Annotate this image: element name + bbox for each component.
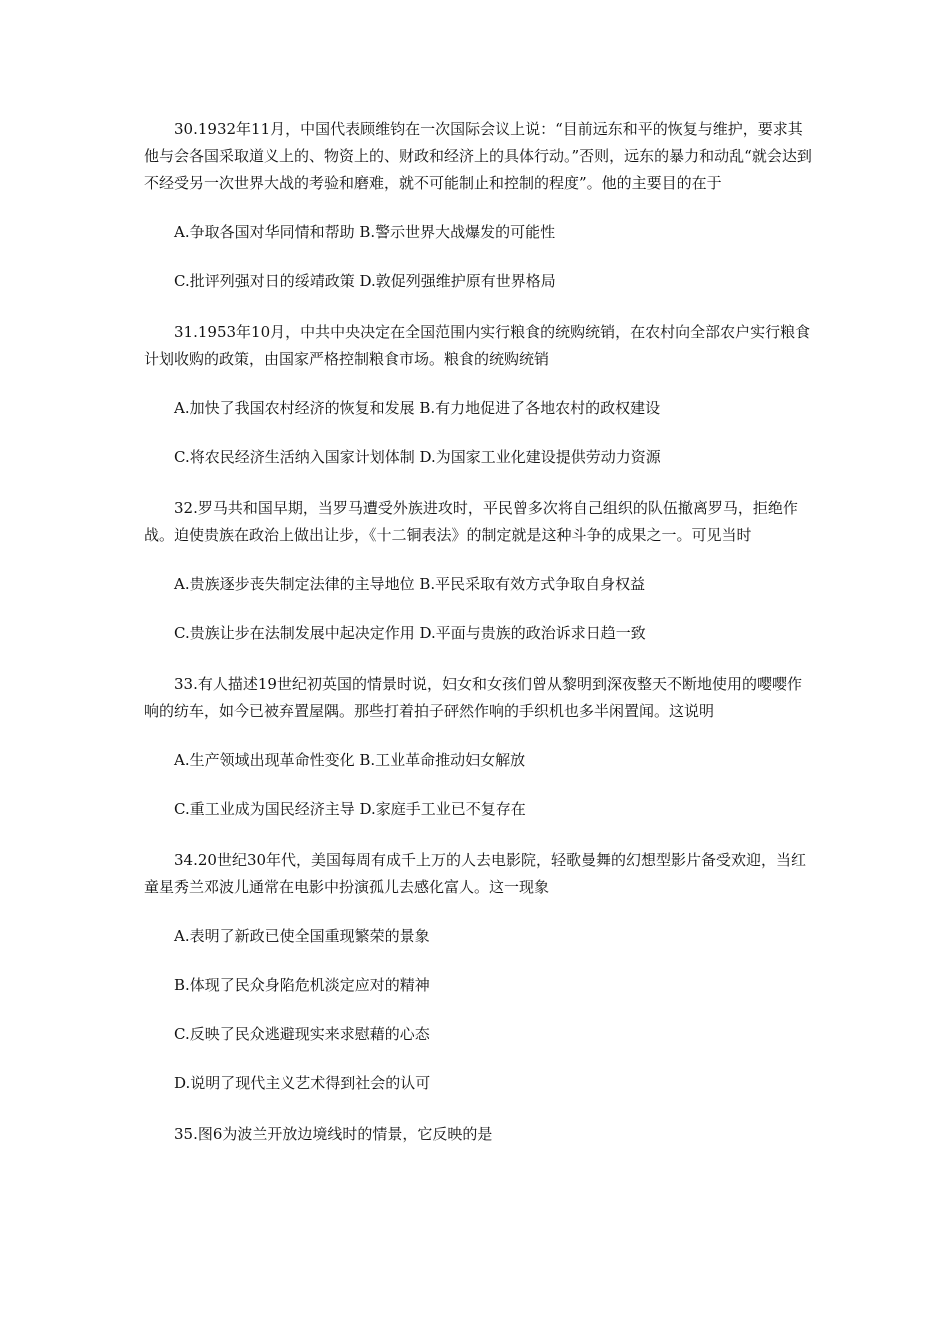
option-line: A.加快了我国农村经济的恢复和发展 B.有力地促进了各地农村的政权建设 — [174, 399, 661, 417]
option-line: D.说明了现代主义艺术得到社会的认可 — [174, 1074, 431, 1092]
option-line: A.贵族逐步丧失制定法律的主导地位 B.平民采取有效方式争取自身权益 — [174, 575, 646, 593]
option-line: C.贵族让步在法制发展中起决定作用 D.平面与贵族的政治诉求日趋一致 — [174, 624, 646, 642]
option-line: C.将农民经济生活纳入国家计划体制 D.为国家工业化建设提供劳动力资源 — [174, 448, 661, 466]
question-stem: 34.20世纪30年代，美国每周有成千上万的人去电影院，轻歌曼舞的幻想型影片备受欢迎，当红童星秀兰邓波儿通常在电影中扮演孤儿去感化富人。这一现象 — [144, 851, 807, 896]
question-list — [144, 116, 814, 1148]
question-stem: 30.1932年11月，中国代表顾维钧在一次国际会议上说：“目前远东和平的恢复与维护，要求其他与会各国采取道义上的、物资上的、财政和经济上的具体行动。”否则，远东的暴力和动乱“就会达到不经受另一次世界大战的考验和磨难，就不可能制止和控制的程度”。他的主要目的在于 — [144, 120, 812, 192]
option-line: C.批评列强对日的绥靖政策 D.敦促列强维护原有世界格局 — [174, 272, 556, 290]
option-line: A.表明了新政已使全国重现繁荣的景象 — [174, 927, 430, 945]
option-line: A.争取各国对华同情和帮助 B.警示世界大战爆发的可能性 — [174, 223, 556, 241]
question-stem: 32.罗马共和国早期，当罗马遭受外族进攻时，平民曾多次将自己组织的队伍撤离罗马，拒绝作战。迫使贵族在政治上做出让步，《十二铜表法》的制定就是这种斗争的成果之一。可见当时 — [144, 499, 798, 544]
option-line: C.重工业成为国民经济主导 D.家庭手工业已不复存在 — [174, 800, 526, 818]
question-stem: 31.1953年10月，中共中央决定在全国范围内实行粮食的统购统销，在农村向全部农户实行粮食计划收购的政策，由国家严格控制粮食市场。粮食的统购统销 — [144, 323, 811, 368]
question-stem: 33.有人描述19世纪初英国的情景时说，妇女和女孩们曾从黎明到深夜整天不断地使用的嘤嘤作响的纺车，如今已被弃置屋隅。那些打着拍子砰然作响的手织机也多半闲置闻。这说明 — [144, 675, 802, 720]
question-35 — [144, 1121, 814, 1148]
option-line: C.反映了民众逃避现实来求慰藉的心态 — [174, 1025, 430, 1043]
question-32 — [144, 495, 814, 647]
option-line: B.体现了民众身陷危机淡定应对的精神 — [174, 976, 430, 994]
question-33 — [144, 671, 814, 823]
question-31 — [144, 319, 814, 471]
question-34 — [144, 847, 814, 1097]
option-line: A.生产领域出现革命性变化 B.工业革命推动妇女解放 — [174, 751, 526, 769]
question-stem: 35.图6为波兰开放边境线时的情景，它反映的是 — [174, 1125, 493, 1143]
question-30 — [144, 116, 814, 295]
